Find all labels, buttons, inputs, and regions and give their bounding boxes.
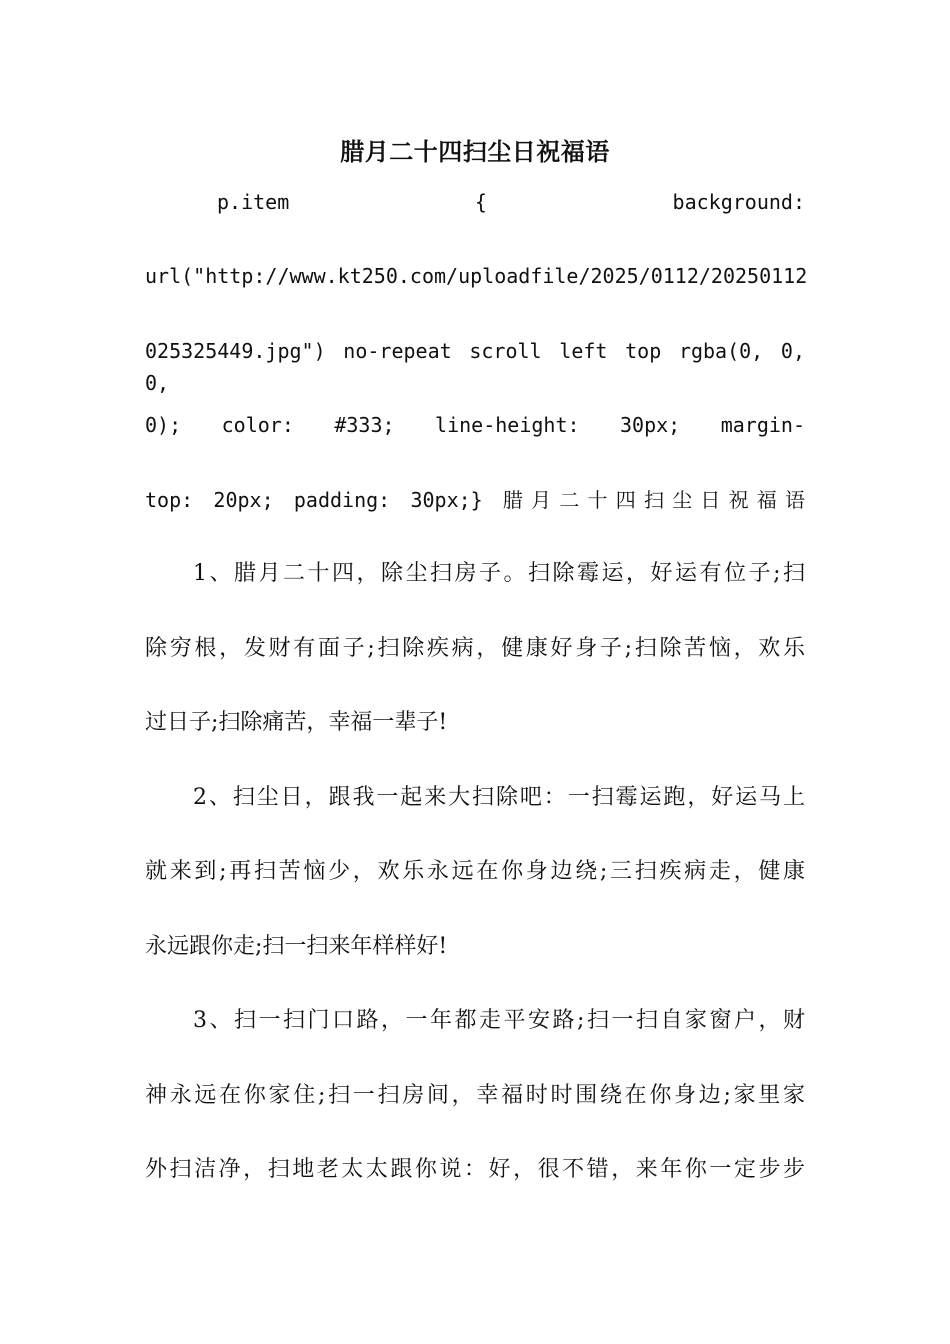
css-code-line: p.item { background: <box>217 190 805 214</box>
paragraph-3-line: 3、扫一扫门口路，一年都走平安路;扫一扫自家窗户，财 <box>193 1008 805 1033</box>
paragraph-1-line: 除穷根，发财有面子;扫除疾病，健康好身子;扫除苦恼，欢乐 <box>145 636 805 661</box>
css-code-line: 025325449.jpg") no-repeat scroll left top rgba(0, 0, 0, <box>145 339 805 395</box>
paragraph-3-line: 神永远在你家住;扫一扫房间，幸福时时围绕在你身边;家里家 <box>145 1083 805 1108</box>
css-code-line: url("http://www.kt250.com/uploadfile/2025/0112/20250112 <box>145 264 808 288</box>
paragraph-2-line: 2、扫尘日，跟我一起来大扫除吧：一扫霉运跑，好运马上 <box>193 785 805 810</box>
paragraph-3-line: 外扫洁净，扫地老太太跟你说：好，很不错，来年你一定步步 <box>145 1157 805 1182</box>
document-title: 腊月二十四扫尘日祝福语 <box>340 138 610 166</box>
paragraph-2-line: 就来到;再扫苦恼少，欢乐永远在你身边绕;三扫疾病走，健康 <box>145 859 805 884</box>
css-code-line: top: 20px; padding: 30px;} 腊月二十四扫尘日祝福语 <box>145 488 805 512</box>
paragraph-1-line: 过日子;扫除痛苦，幸福一辈子! <box>145 710 448 735</box>
css-code-line: 0); color: #333; line-height: 30px; margin- <box>145 413 805 437</box>
paragraph-1-line: 1、腊月二十四，除尘扫房子。扫除霉运，好运有位子;扫 <box>193 561 805 586</box>
paragraph-2-line: 永远跟你走;扫一扫来年样样好! <box>145 934 448 959</box>
